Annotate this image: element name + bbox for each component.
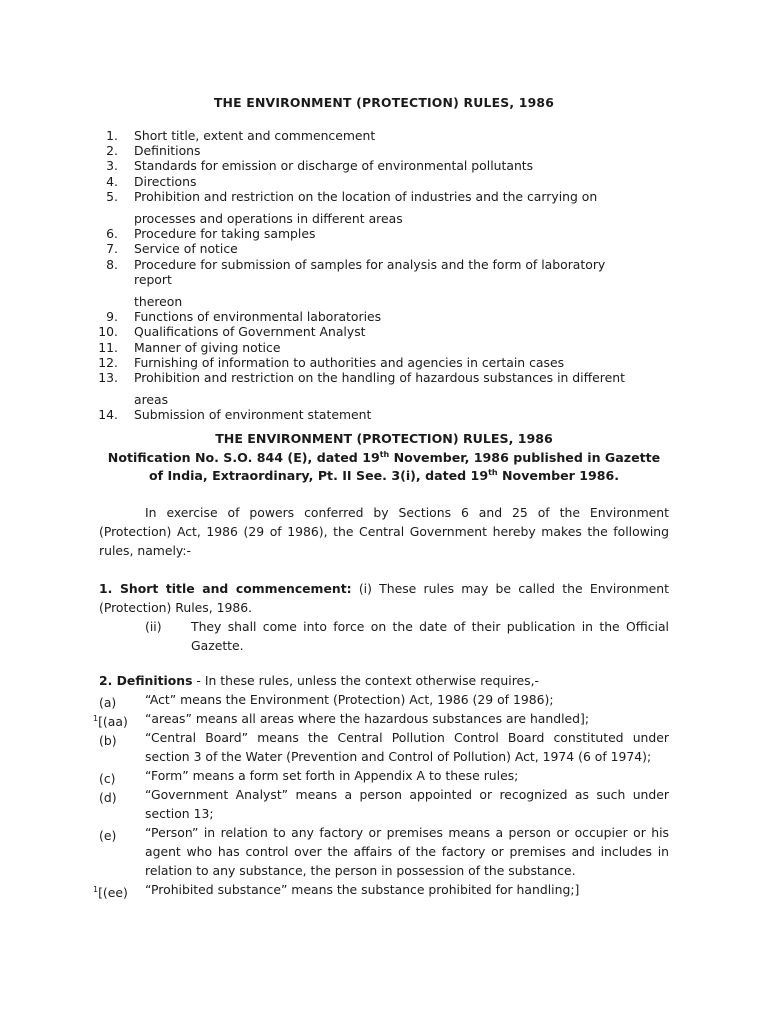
toc-number: 12.: [98, 354, 118, 370]
definition-text: “Prohibited substance” means the substance prohibited for handling;]: [145, 882, 580, 897]
clause-text: They shall come into force on the date of their publication in the Official Gazette.: [191, 619, 669, 653]
definition-letter: (b): [99, 733, 117, 749]
definition-item: [99, 766, 669, 785]
notification-text: Notification No. S.O. 844 (E), dated 19: [107, 449, 380, 465]
definition-text: “Act” means the Environment (Protection) Act, 1986 (29 of 1986);: [145, 692, 554, 707]
toc-text: Definitions: [134, 143, 201, 159]
toc-number: 13.: [98, 370, 118, 386]
toc-number: 4.: [106, 173, 118, 189]
toc-item: [0, 241, 768, 256]
definition-label: [99, 728, 117, 750]
toc-text: Short title, extent and commencement: [134, 128, 376, 143]
definition-item: [99, 823, 669, 880]
notification-heading: [100, 430, 668, 486]
toc-number: 2.: [106, 143, 118, 159]
definition-text: “Government Analyst” means a person appointed or recognized as such under section 13;: [145, 787, 669, 821]
toc-number: 8.: [106, 256, 118, 272]
document-title: THE ENVIRONMENT (PROTECTION) RULES, 1986: [213, 95, 555, 110]
toc-text-continued: areas: [134, 392, 169, 408]
rule-2-heading: 2. Definitions: [99, 673, 193, 688]
rule-1-heading: 1. Short title and commencement:: [99, 581, 352, 596]
toc-item: [0, 189, 768, 226]
definition-text: “Form” means a form set forth in Appendix A to these rules;: [145, 768, 519, 783]
toc-item: [0, 257, 768, 310]
toc-text: Furnishing of information to authorities and agencies in certain cases: [134, 354, 565, 370]
ordinal-suffix: th: [379, 449, 390, 459]
definition-letter: (e): [99, 828, 117, 844]
definition-text: “Person” in relation to any factory or premises means a person or occupier or his agent who has control over the affairs of the factory or premises and includes in relation to any substance, the person in possession of the substance.: [145, 825, 669, 878]
notification-text: November 1986.: [497, 468, 620, 483]
notification-line: [100, 449, 668, 486]
preamble-paragraph: In exercise of powers conferred by Sections 6 and 25 of the Environment (Protection) Act, 1986 (29 of 1986), the Central Government hereby makes the following rules, namely:-: [99, 505, 669, 558]
definition-item: [93, 880, 669, 901]
toc-text: Procedure for taking samples: [134, 226, 316, 242]
footnote-marker: 1: [93, 714, 99, 723]
toc-number: 9.: [106, 309, 118, 325]
toc-number: 10.: [98, 324, 118, 340]
toc-number: 3.: [106, 158, 118, 174]
toc-number: 7.: [106, 241, 118, 257]
rule-2-intro: - In these rules, unless the context otherwise requires,-: [192, 673, 540, 688]
toc-item: [0, 309, 768, 324]
toc-item: [0, 226, 768, 241]
toc-text: Submission of environment statement: [134, 407, 372, 423]
toc-text-continued: thereon: [134, 294, 183, 310]
toc-text: Manner of giving notice: [134, 339, 281, 355]
definition-label: [99, 823, 116, 845]
definition-item: [99, 690, 669, 709]
toc-text: Prohibition and restriction on the location of industries and the carrying on: [134, 188, 598, 204]
rule-1-text: (i) These rules may be called the Environment (Protection) Rules, 1986.: [99, 581, 669, 615]
toc-item: [0, 340, 768, 355]
ordinal-suffix: th: [488, 467, 498, 477]
toc-item: [0, 128, 768, 143]
definition-item: [93, 709, 669, 730]
toc-item: [0, 324, 768, 339]
definition-letter: (d): [99, 790, 117, 806]
definition-letter: (a): [99, 695, 117, 711]
definition-item: [99, 728, 669, 766]
toc-text: Prohibition and restriction on the handling of hazardous substances in different: [134, 370, 625, 386]
toc-item: [0, 355, 768, 370]
rule-2: [99, 671, 669, 690]
definitions-list: [93, 690, 669, 901]
definition-text: “areas” means all areas where the hazardous substances are handled];: [145, 711, 590, 726]
notification-text: November, 1986 published in Gazette of India, Extraordinary, Pt. II See. 3(i), dated 19: [148, 449, 661, 483]
toc-number: 1.: [106, 128, 118, 143]
toc-number: 11.: [98, 339, 118, 355]
toc-text: Procedure for submission of samples for analysis and the form of laboratory report: [134, 256, 606, 287]
toc-number: 5.: [106, 188, 118, 204]
toc-number: 14.: [98, 407, 118, 423]
definition-label: [93, 880, 128, 902]
toc-text: Qualifications of Government Analyst: [134, 324, 366, 340]
toc-item: [0, 158, 768, 173]
toc-text: Standards for emission or discharge of environmental pollutants: [134, 158, 534, 174]
toc-number: 6.: [106, 226, 118, 242]
toc-item: [0, 407, 768, 422]
definition-item: [99, 785, 669, 823]
rules-title: THE ENVIRONMENT (PROTECTION) RULES, 1986: [215, 431, 553, 446]
definition-letter: [(ee): [98, 885, 128, 901]
definition-label: [99, 785, 117, 807]
rule-1: [99, 579, 669, 617]
toc-item: [0, 143, 768, 158]
toc-text: Directions: [134, 173, 197, 189]
table-of-contents: [0, 128, 768, 423]
footnote-marker: 1: [93, 885, 99, 894]
toc-text: Service of notice: [134, 241, 238, 257]
definition-letter: [(aa): [98, 714, 128, 730]
definition-text: “Central Board” means the Central Pollution Control Board constituted under section 3 of the Water (Prevention and Control of Pollution) Act, 1974 (6 of 1974);: [145, 730, 669, 764]
toc-item: [0, 174, 768, 189]
toc-text: Functions of environmental laboratories: [134, 309, 382, 325]
clause-label: (ii): [145, 619, 162, 634]
definition-letter: (c): [99, 771, 116, 787]
rule-1-clause-ii: [99, 617, 669, 655]
toc-item: [0, 370, 768, 407]
toc-text-continued: processes and operations in different areas: [134, 211, 403, 227]
